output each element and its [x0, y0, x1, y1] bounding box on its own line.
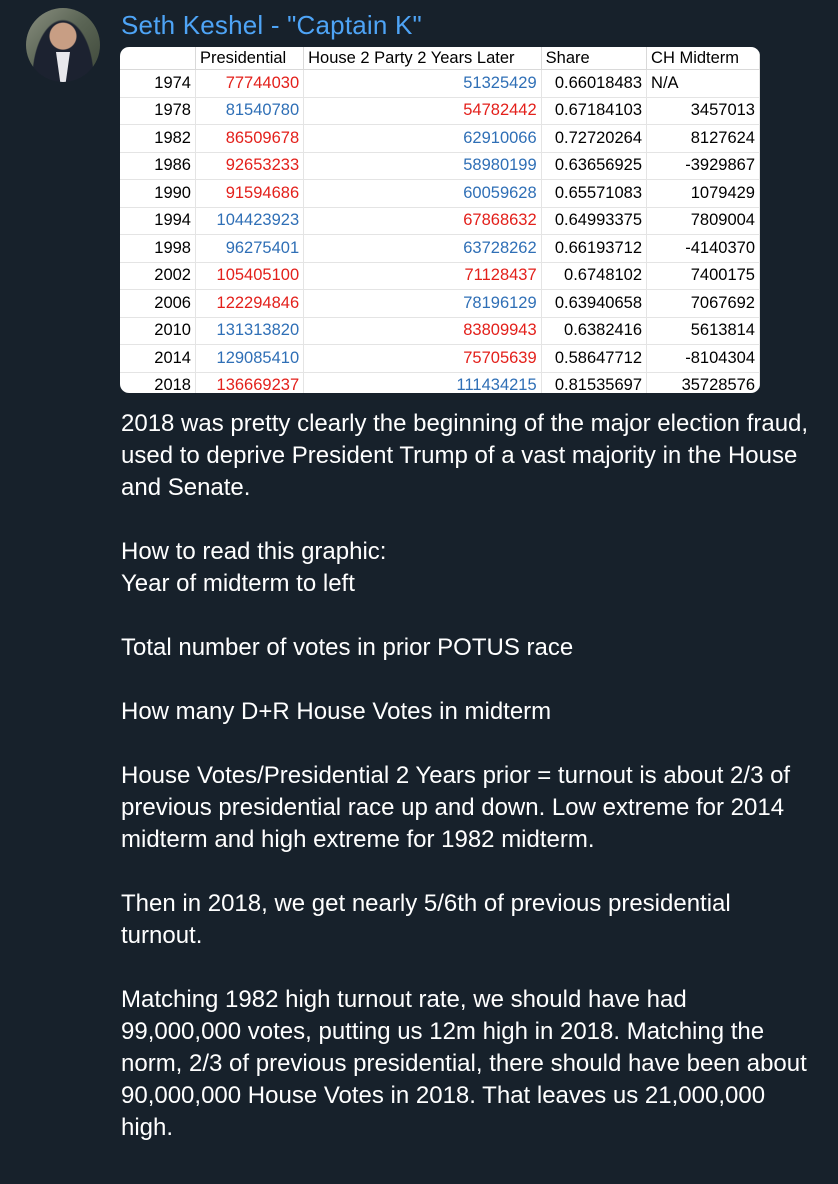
cell-year: 2002: [120, 262, 195, 290]
table-row: [120, 180, 760, 208]
cell-year: 2018: [120, 372, 195, 393]
message-paragraph: House Votes/Presidential 2 Years prior = turnout is about 2/3 of previous presidential race up and down. Low extreme for 2014 midterm and high extreme for 1982 midterm.: [121, 762, 791, 853]
table-row: [120, 345, 760, 373]
table-header-row: [120, 47, 760, 70]
message-paragraph: Matching 1982 high turnout rate, we should have had 99,000,000 votes, putting us 12m high in 2018. Matching the norm, 2/3 of previous presidential, there should have been about 90,000,000 House Votes in 2018. That leaves us 21,000,000 high.: [121, 986, 807, 1141]
table-row: [120, 372, 760, 393]
cell-ch-midterm: 7067692: [647, 290, 760, 318]
cell-year: 1998: [120, 235, 195, 263]
cell-house: 75705639: [304, 345, 542, 373]
cell-house: 60059628: [304, 180, 542, 208]
author-name[interactable]: Seth Keshel - "Captain K": [121, 10, 422, 40]
cell-share: 0.63940658: [541, 290, 646, 318]
cell-ch-midterm: 1079429: [647, 180, 760, 208]
table-row: [120, 207, 760, 235]
cell-house: 54782442: [304, 97, 542, 125]
header-ch-midterm: CH Midterm: [647, 47, 760, 70]
header-year: [120, 47, 195, 70]
cell-share: 0.81535697: [541, 372, 646, 393]
message-paragraph: 2018 was pretty clearly the beginning of the major election fraud, used to deprive President Trump of a vast majority in the House and Senate.: [121, 410, 809, 501]
cell-year: 2014: [120, 345, 195, 373]
cell-year: 2006: [120, 290, 195, 318]
cell-presidential: 105405100: [195, 262, 303, 290]
cell-presidential: 129085410: [195, 345, 303, 373]
cell-share: 0.66018483: [541, 70, 646, 98]
table-row: [120, 70, 760, 98]
cell-year: 1990: [120, 180, 195, 208]
table-row: [120, 125, 760, 153]
message-paragraph: Year of midterm to left: [121, 570, 355, 597]
table-row: [120, 152, 760, 180]
table-row: [120, 235, 760, 263]
table-row: [120, 97, 760, 125]
cell-house: 111434215: [304, 372, 542, 393]
message-paragraph: Then in 2018, we get nearly 5/6th of previous presidential turnout.: [121, 890, 731, 949]
cell-share: 0.63656925: [541, 152, 646, 180]
cell-house: 58980199: [304, 152, 542, 180]
table-image[interactable]: [120, 47, 760, 393]
votes-table: [120, 47, 760, 393]
cell-presidential: 136669237: [195, 372, 303, 393]
author-avatar[interactable]: [26, 8, 100, 82]
cell-ch-midterm: 7809004: [647, 207, 760, 235]
cell-house: 62910066: [304, 125, 542, 153]
header-presidential: Presidential: [195, 47, 303, 70]
table-row: [120, 290, 760, 318]
cell-ch-midterm: N/A: [647, 70, 760, 98]
cell-share: 0.64993375: [541, 207, 646, 235]
cell-share: 0.72720264: [541, 125, 646, 153]
cell-ch-midterm: 35728576: [647, 372, 760, 393]
cell-ch-midterm: -3929867: [647, 152, 760, 180]
cell-presidential: 96275401: [195, 235, 303, 263]
cell-presidential: 122294846: [195, 290, 303, 318]
cell-ch-midterm: -8104304: [647, 345, 760, 373]
table-row: [120, 317, 760, 345]
cell-house: 71128437: [304, 262, 542, 290]
cell-year: 1982: [120, 125, 195, 153]
cell-house: 51325429: [304, 70, 542, 98]
cell-ch-midterm: 7400175: [647, 262, 760, 290]
cell-house: 67868632: [304, 207, 542, 235]
cell-year: 1974: [120, 70, 195, 98]
cell-share: 0.66193712: [541, 235, 646, 263]
cell-ch-midterm: 8127624: [647, 125, 760, 153]
cell-ch-midterm: 5613814: [647, 317, 760, 345]
cell-presidential: 77744030: [195, 70, 303, 98]
cell-house: 63728262: [304, 235, 542, 263]
cell-presidential: 131313820: [195, 317, 303, 345]
cell-presidential: 86509678: [195, 125, 303, 153]
cell-share: 0.58647712: [541, 345, 646, 373]
cell-year: 1994: [120, 207, 195, 235]
message-paragraph: How many D+R House Votes in midterm: [121, 698, 552, 725]
cell-year: 1986: [120, 152, 195, 180]
cell-house: 83809943: [304, 317, 542, 345]
cell-share: 0.6748102: [541, 262, 646, 290]
header-share: Share: [541, 47, 646, 70]
cell-share: 0.65571083: [541, 180, 646, 208]
cell-year: 1978: [120, 97, 195, 125]
message-paragraph: Total number of votes in prior POTUS race: [121, 634, 574, 661]
cell-presidential: 91594686: [195, 180, 303, 208]
cell-presidential: 81540780: [195, 97, 303, 125]
table-row: [120, 262, 760, 290]
avatar-shirt: [56, 52, 70, 82]
header-house: House 2 Party 2 Years Later: [304, 47, 542, 70]
table-body: [120, 70, 760, 394]
cell-presidential: 104423923: [195, 207, 303, 235]
cell-year: 2010: [120, 317, 195, 345]
message-text: [121, 408, 811, 1176]
cell-share: 0.67184103: [541, 97, 646, 125]
cell-presidential: 92653233: [195, 152, 303, 180]
message-paragraph: How to read this graphic:: [121, 538, 387, 565]
cell-ch-midterm: -4140370: [647, 235, 760, 263]
cell-share: 0.6382416: [541, 317, 646, 345]
cell-house: 78196129: [304, 290, 542, 318]
cell-ch-midterm: 3457013: [647, 97, 760, 125]
